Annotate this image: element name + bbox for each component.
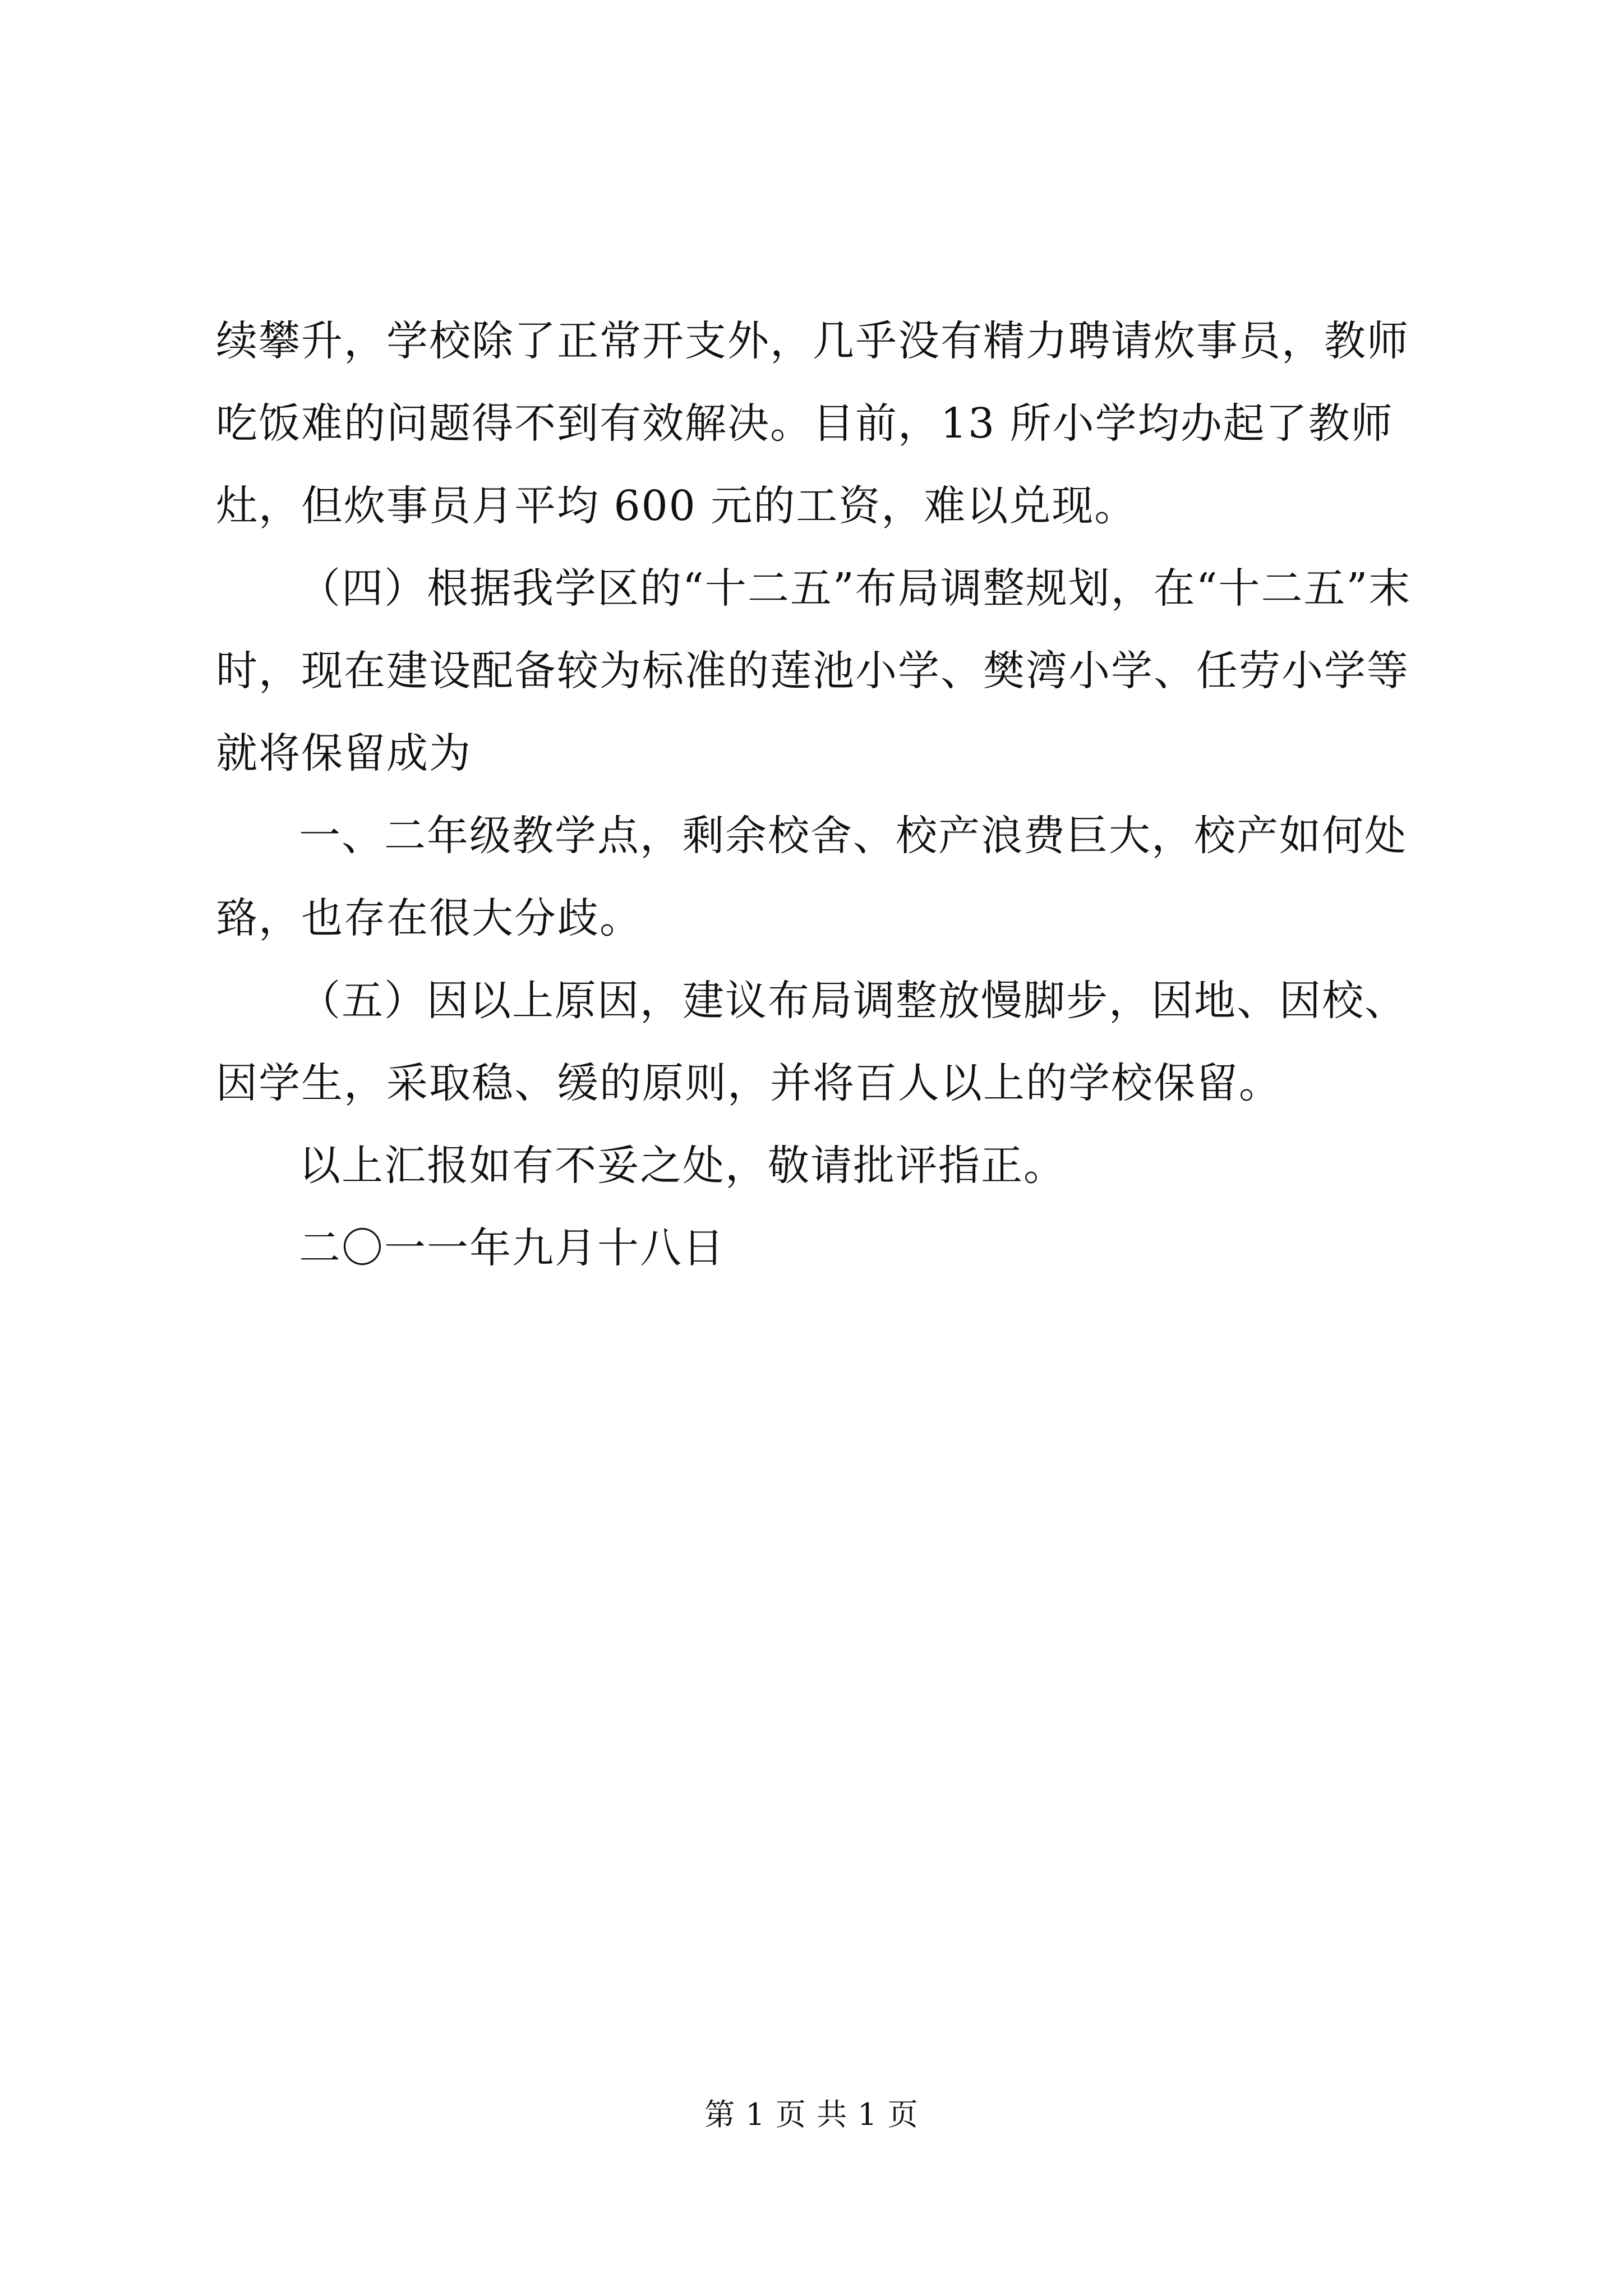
page-footer: 第 1 页 共 1 页: [704, 2097, 919, 2132]
paragraph-item-5: （五）因以上原因，建议布局调整放慢脚步，因地、因校、因学生，采取稳、缓的原则，并将百人以上的学校保留。: [216, 977, 1407, 1107]
paragraph-closing: 以上汇报如有不妥之处，敬请批评指正。: [299, 1142, 1066, 1190]
paragraph-teaching-points: 一、二年级教学点，剩余校舍、校产浪费巨大，校产如何处臵，也存在很大分歧。: [216, 812, 1407, 942]
document-date: 二〇一一年九月十八日: [299, 1224, 725, 1272]
paragraph-continued: 续攀升，学校除了正常开支外，几乎没有精力聘请炊事员，教师吃饭难的问题得不到有效解决。目前，13 所小学均办起了教师灶，但炊事员月平均 600 元的工资，难以兑现。: [216, 317, 1409, 530]
document-body: [216, 300, 1436, 1290]
paragraph-item-4: （四）根据我学区的“十二五”布局调整规划，在“十二五”末时，现在建设配备较为标准的莲池小学、樊湾小学、任劳小学等就将保留成为: [216, 564, 1412, 777]
